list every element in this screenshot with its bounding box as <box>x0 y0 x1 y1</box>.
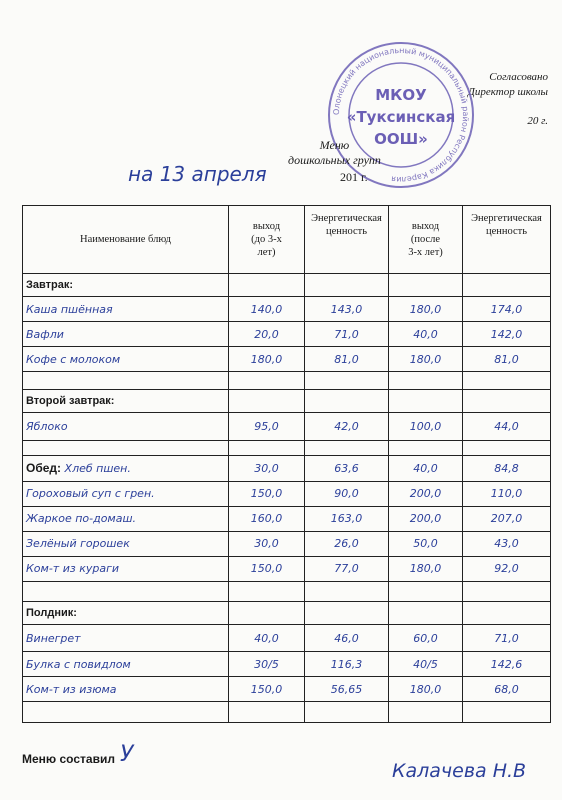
table-row <box>23 652 551 677</box>
yield-over3: 200,0 <box>389 481 463 506</box>
blank-row <box>23 372 551 390</box>
yield-over3: 60,0 <box>389 624 463 651</box>
energy-under3: 77,0 <box>305 556 389 581</box>
blank-row <box>23 581 551 601</box>
energy-over3: 142,0 <box>463 322 551 347</box>
table-row <box>23 456 551 481</box>
dish-name: Каша пшённая <box>23 297 229 322</box>
energy-over3: 142,6 <box>463 652 551 677</box>
energy-over3: 84,8 <box>463 456 551 481</box>
dish-name: Обед: Хлеб пшен. <box>23 456 229 481</box>
table-row <box>23 556 551 581</box>
yield-under3: 20,0 <box>229 322 305 347</box>
energy-over3: 43,0 <box>463 531 551 556</box>
table-header-row <box>23 206 551 274</box>
col-energy-2-header: Энергетическая ценность <box>463 206 551 274</box>
section-row <box>23 274 551 297</box>
yield-under3: 180,0 <box>229 347 305 372</box>
director-label: Директор школы <box>467 86 548 98</box>
yield-under3: 30/5 <box>229 652 305 677</box>
section-row <box>23 602 551 625</box>
energy-over3: 81,0 <box>463 347 551 372</box>
yield-under3: 150,0 <box>229 481 305 506</box>
section-breakfast: Завтрак: <box>23 274 229 297</box>
section-row <box>23 390 551 413</box>
yield-under3: 150,0 <box>229 677 305 702</box>
col-name-header: Наименование блюд <box>23 206 229 274</box>
dish-name: Ком-т из кураги <box>23 556 229 581</box>
energy-under3: 143,0 <box>305 297 389 322</box>
energy-under3: 26,0 <box>305 531 389 556</box>
dish-name: Яблоко <box>23 413 229 440</box>
section-second-breakfast: Второй завтрак: <box>23 390 229 413</box>
composer-label: Меню составил <box>22 752 115 766</box>
energy-over3: 44,0 <box>463 413 551 440</box>
signature-mark: У <box>120 742 134 767</box>
table-row <box>23 322 551 347</box>
table-row <box>23 347 551 372</box>
dish-name: Кофе с молоком <box>23 347 229 372</box>
menu-date: на 13 апреля <box>128 162 267 186</box>
yield-under3: 160,0 <box>229 506 305 531</box>
approval-block <box>468 70 548 129</box>
section-lunch: Обед: <box>26 461 62 476</box>
stamp-ring-text: Олонецкий национальный муниципальный район Республика Карелия <box>331 45 471 185</box>
col-yield-over3-header: выход (после 3-х лет) <box>389 206 463 274</box>
dish-name: Булка с повидлом <box>23 652 229 677</box>
col-yield-under3-header: выход (до 3-х лет) <box>229 206 305 274</box>
yield-under3: 30,0 <box>229 456 305 481</box>
menu-title-line2: дошкольных групп <box>288 153 381 167</box>
stamp-line-2: «Туксинская <box>346 108 456 126</box>
yield-over3: 50,0 <box>389 531 463 556</box>
energy-under3: 116,3 <box>305 652 389 677</box>
menu-title <box>288 138 381 168</box>
section-snack: Полдник: <box>23 602 229 625</box>
energy-under3: 46,0 <box>305 624 389 651</box>
table-row <box>23 624 551 651</box>
yield-over3: 200,0 <box>389 506 463 531</box>
energy-under3: 56,65 <box>305 677 389 702</box>
col-energy-1-header: Энергетическая ценность <box>305 206 389 274</box>
signature-name: Калачева Н.В <box>392 760 527 782</box>
energy-under3: 71,0 <box>305 322 389 347</box>
dish-name: Винегрет <box>23 624 229 651</box>
yield-under3: 30,0 <box>229 531 305 556</box>
stamp-line-1: МКОУ <box>375 86 427 104</box>
energy-under3: 42,0 <box>305 413 389 440</box>
table-row <box>23 531 551 556</box>
dish-name: Зелёный горошек <box>23 531 229 556</box>
energy-over3: 68,0 <box>463 677 551 702</box>
blank-row <box>23 702 551 723</box>
yield-under3: 140,0 <box>229 297 305 322</box>
menu-title-line1: Меню <box>319 138 350 152</box>
yield-over3: 40,0 <box>389 456 463 481</box>
energy-under3: 81,0 <box>305 347 389 372</box>
yield-under3: 150,0 <box>229 556 305 581</box>
yield-over3: 180,0 <box>389 677 463 702</box>
table-row <box>23 506 551 531</box>
table-row <box>23 297 551 322</box>
yield-over3: 40/5 <box>389 652 463 677</box>
energy-under3: 163,0 <box>305 506 389 531</box>
stamp-line-3: ООШ» <box>374 130 428 148</box>
menu-table <box>22 205 551 723</box>
dish-name: Гороховый суп с грен. <box>23 481 229 506</box>
yield-over3: 180,0 <box>389 556 463 581</box>
table-row <box>23 677 551 702</box>
blank-row <box>23 440 551 456</box>
yield-over3: 180,0 <box>389 347 463 372</box>
energy-over3: 92,0 <box>463 556 551 581</box>
yield-over3: 40,0 <box>389 322 463 347</box>
energy-under3: 63,6 <box>305 456 389 481</box>
table-row <box>23 413 551 440</box>
dish-name: Вафли <box>23 322 229 347</box>
yield-over3: 100,0 <box>389 413 463 440</box>
yield-under3: 95,0 <box>229 413 305 440</box>
dish-name: Жаркое по-домаш. <box>23 506 229 531</box>
yield-under3: 40,0 <box>229 624 305 651</box>
energy-under3: 90,0 <box>305 481 389 506</box>
approved-year: 20 г. <box>527 115 548 127</box>
table-row <box>23 481 551 506</box>
dish-name: Ком-т из изюма <box>23 677 229 702</box>
energy-over3: 174,0 <box>463 297 551 322</box>
energy-over3: 71,0 <box>463 624 551 651</box>
energy-over3: 110,0 <box>463 481 551 506</box>
yield-over3: 180,0 <box>389 297 463 322</box>
menu-year: 201 г. <box>340 170 368 184</box>
energy-over3: 207,0 <box>463 506 551 531</box>
approved-label: Согласовано <box>489 71 548 83</box>
